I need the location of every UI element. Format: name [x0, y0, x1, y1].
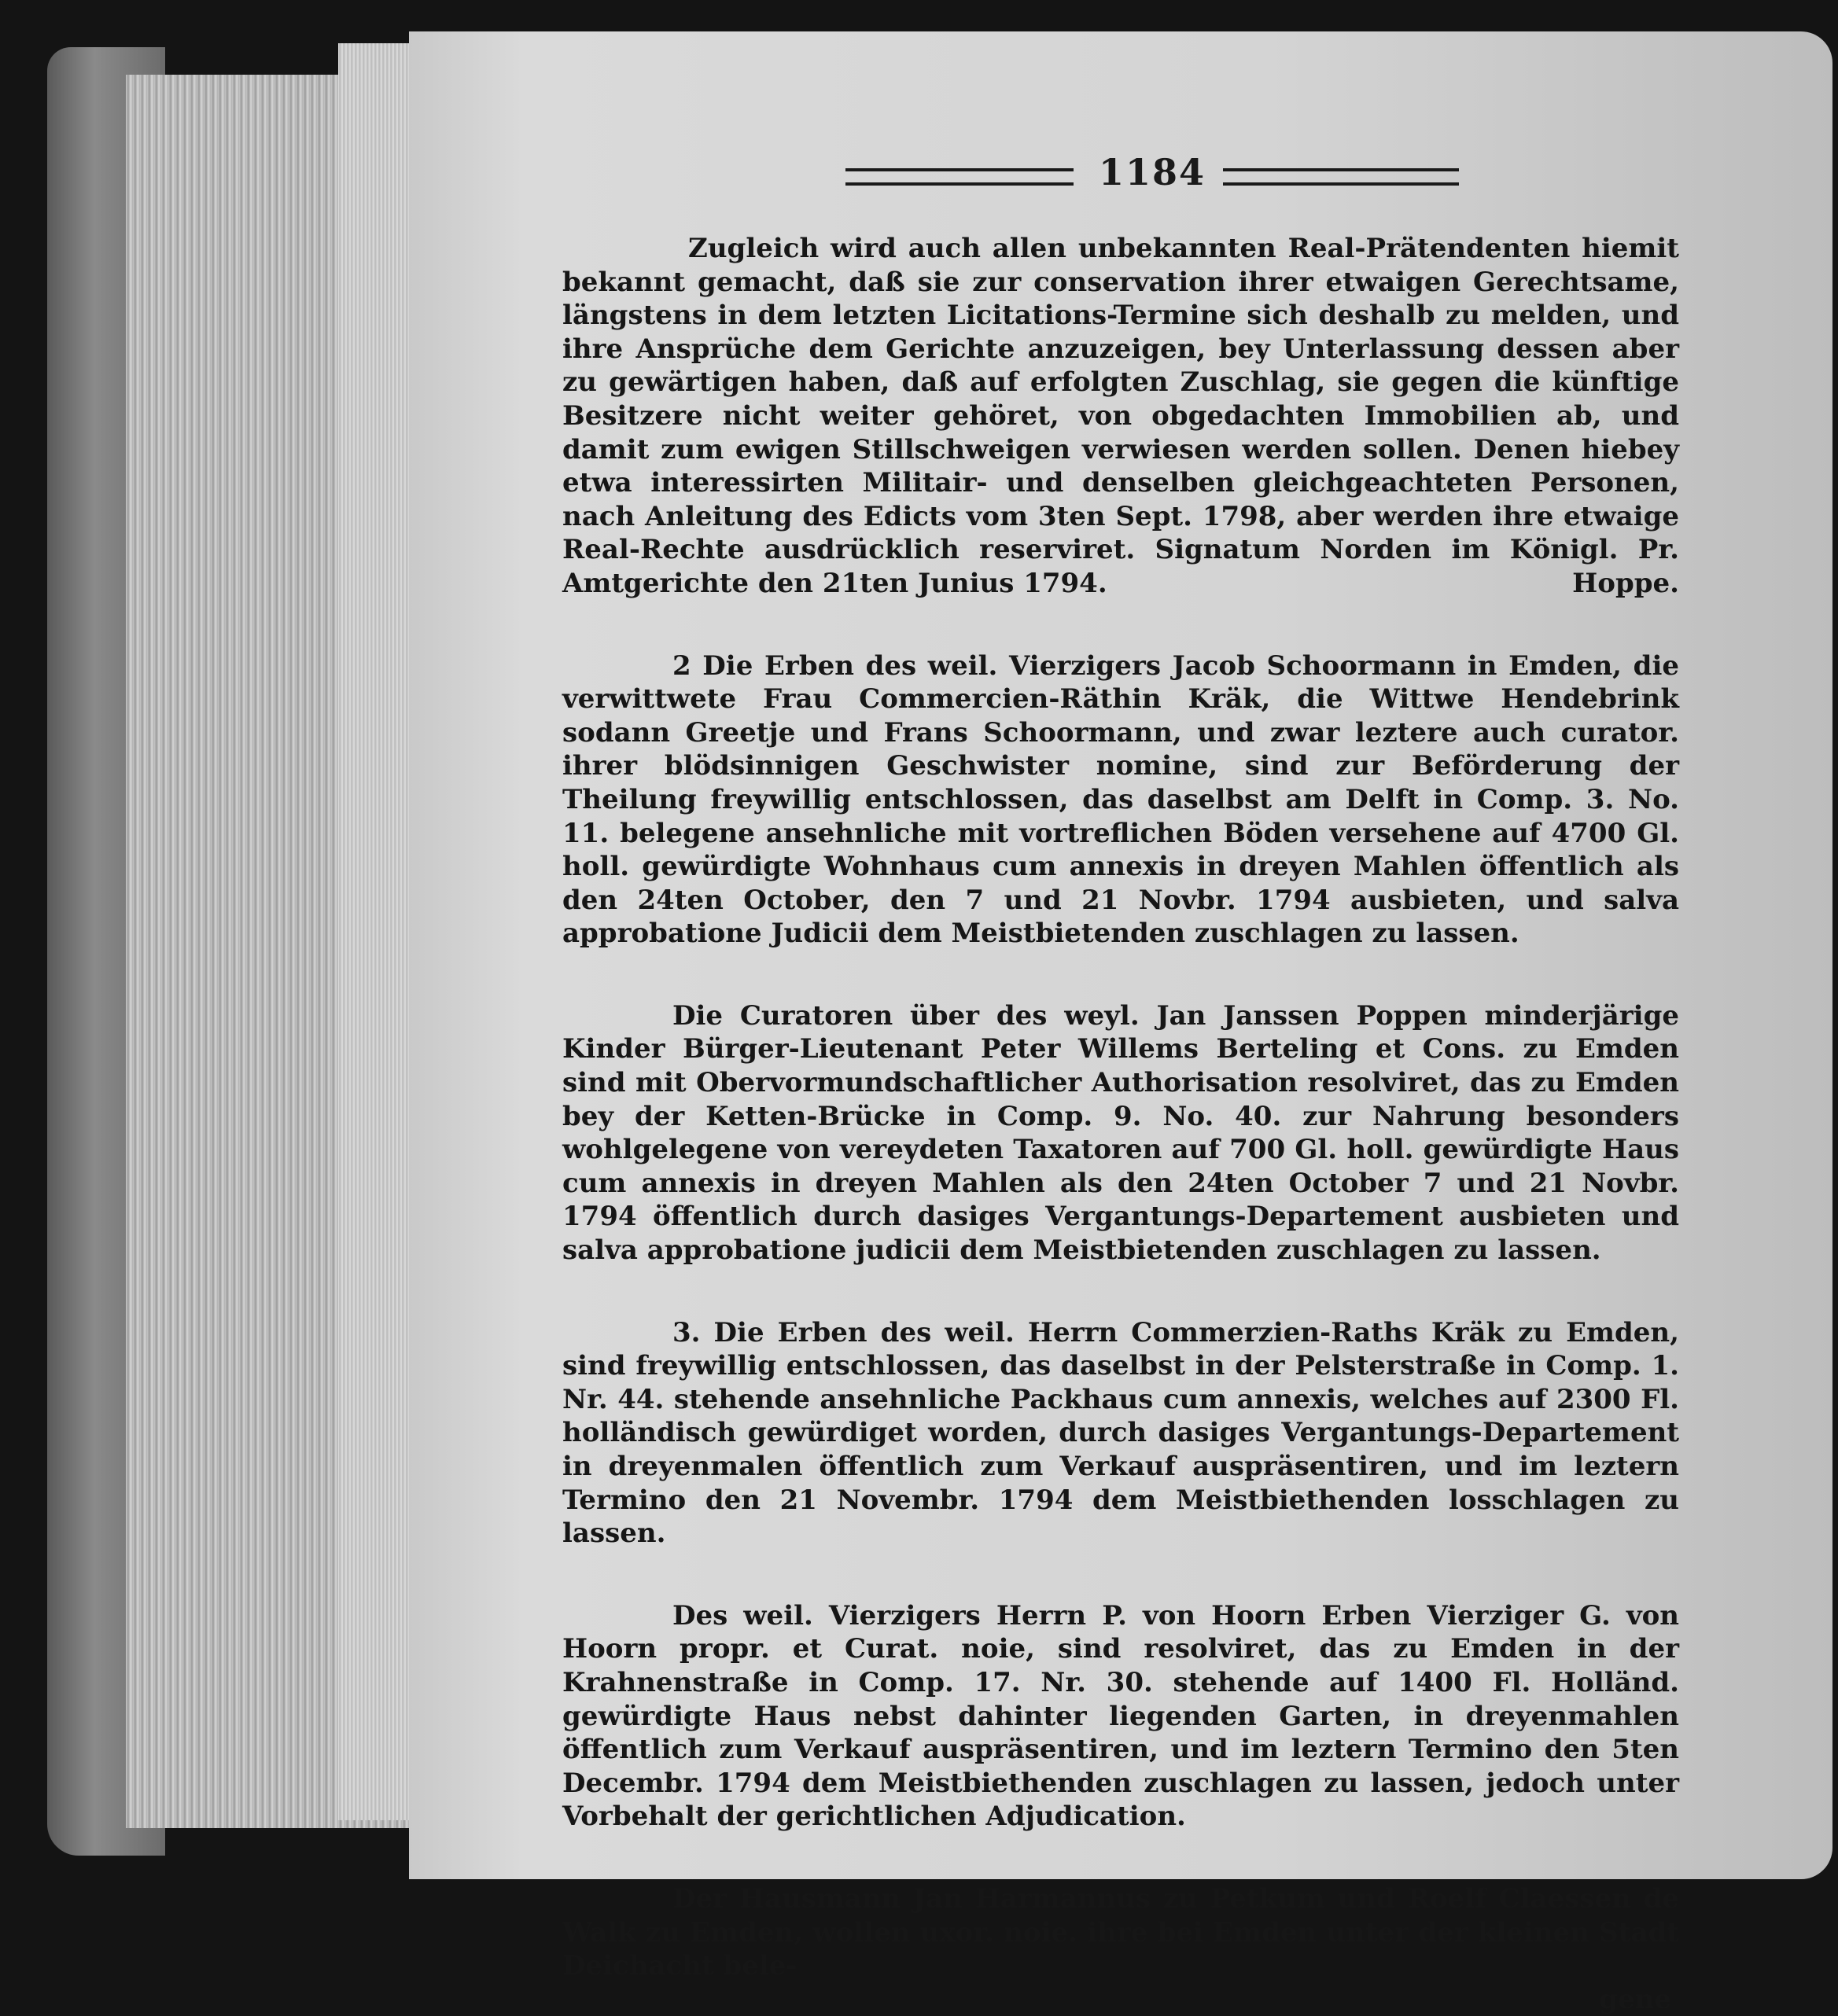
- header-rule-left: [845, 168, 1074, 186]
- paragraph-von-hoorn: [562, 1599, 1679, 1834]
- catchword: gene: [1599, 1983, 1671, 2015]
- paragraph-text: Zugleich wird auch allen unbekannten Real-Prätendenten hiemit bekannt gemacht, daß sie zur conservation ihrer etwaigen Gerechtsame, längstens in dem letzten Licitations-Termine sich deshalb zu melden, und ihre Ansprüche dem Gerichte anzuzeigen, bey Unterlassung dessen aber zu gewärtigen haben, daß auf erfolgten Zuschlag, sie gegen die künftige Besitzere nicht weiter gehöret, von obgedachten Immobilien ab, und damit zum ewigen Stillschweigen verwiesen werden sollen. Denen hiebey etwa interessirten Militair- und denselben gleichgeachteten Personen, nach Anleitung des Edicts vom 3ten Sept. 1798, aber werden ihre etwaige Real-Rechte ausdrücklich reserviret. Signatum Norden im Königl. Pr. Amtgerichte den 21ten Junius 1794.: [562, 233, 1679, 599]
- paragraph-text: Des weil. Vierzigers Herrn P. von Hoorn Erben Vierziger G. von Hoorn propr. et Curat. noie, sind resolviret, das zu Emden in der Krahnenstraße in Comp. 17. Nr. 30. stehende auf 1400 Fl. Holländ. gewürdigte Haus nebst dahinter liegenden Garten, in dreyenmahlen öffentlich zum Verkauf auspräsentiren, und im leztern Termino den 5ten Decembr. 1794 dem Meistbiethenden zuschlagen zu lassen, jedoch unter Vorbehalt der gerichtlichen Adjudication.: [562, 1599, 1679, 1833]
- signature: Hoppe.: [1572, 567, 1679, 599]
- paragraph-notice: [562, 232, 1679, 601]
- paragraph-schoormann: [562, 649, 1679, 951]
- page-header: [845, 151, 1475, 198]
- page-body: [562, 232, 1679, 2016]
- header-rule-right: [1223, 168, 1459, 186]
- paragraph-poppen: [562, 999, 1679, 1267]
- paragraph-harmannus: [562, 1882, 1679, 1983]
- paragraph-text: Der Hausmann Jan Harmannus zu Petkum und Roelf Claessen de Walk zu Emden, wollen uxor. noie. ihre bei Emden unter der kleinen Stadt Deichacht bele-: [562, 1882, 1679, 1982]
- paragraph-text: Die Curatoren über des weyl. Jan Janssen Poppen minderjärige Kinder Bürger-Lieutenant Peter Willems Berteling et Cons. zu Emden sind mit Obervormundschaftlicher Authorisation resolviret, das zu Emden bey der Ketten-Brücke in Comp. 9. No. 40. zur Nahrung besonders wohlgelegene von vereydeten Taxatoren auf 700 Gl. holl. gewürdigte Haus cum annexis in dreyen Mahlen als den 24ten October 7 und 21 Novbr. 1794 öffentlich durch dasiges Vergantungs-Departement ausbieten und salva approbatione judicii dem Meistbietenden zuschlagen zu lassen.: [562, 999, 1679, 1267]
- paragraph-text: 2 Die Erben des weil. Vierzigers Jacob Schoormann in Emden, die verwittwete Frau Commercien-Räthin Kräk, die Wittwe Hendebrink sodann Greetje und Frans Schoormann, und zwar leztere auch curator. ihrer blödsinnigen Geschwister nomine, sind zur Beförderung der Theilung freywillig entschlossen, das daselbst am Delft in Comp. 3. No. 11. belegene ansehnliche mit vortreflichen Böden versehene auf 4700 Gl. holl. gewürdigte Wohnhaus cum annexis in dreyen Mahlen öffentlich als den 24ten October, den 7 und 21 Novbr. 1794 ausbieten, und salva approbatione Judicii dem Meistbietenden zuschlagen zu lassen.: [562, 649, 1679, 950]
- page-number: 1184: [1098, 151, 1206, 193]
- paragraph-text: 3. Die Erben des weil. Herrn Commerzien-Raths Kräk zu Emden, sind freywillig entschlossen, das daselbst in der Pelsterstraße in Comp. 1. Nr. 44. stehende ansehnliche Packhaus cum annexis, welches auf 2300 Fl. holländisch gewürdiget worden, durch dasiges Vergantungs-Departement in dreyenmalen öffentlich zum Verkauf auspräsentiren, und im leztern Termino den 21 Novembr. 1794 dem Meistbiethenden losschlagen zu lassen.: [562, 1316, 1679, 1550]
- paragraph-kraek: [562, 1316, 1679, 1551]
